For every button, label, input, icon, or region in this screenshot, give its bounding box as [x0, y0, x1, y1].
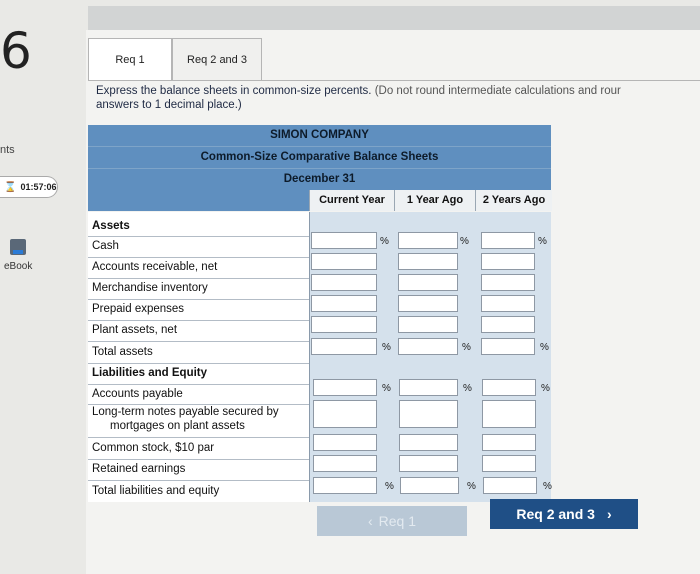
pct-sign: % — [540, 342, 549, 353]
row-common-stock: Common stock, $10 par — [92, 442, 215, 454]
row-divider — [88, 404, 309, 405]
col-2-years-ago: 2 Years Ago — [475, 190, 552, 211]
pct-sign: % — [541, 383, 550, 394]
prev-req-label: Req 1 — [378, 513, 417, 529]
input-ap-current[interactable] — [313, 379, 377, 396]
ebook-icon[interactable] — [10, 239, 26, 255]
row-divider — [88, 320, 309, 321]
row-divider — [88, 384, 309, 385]
next-req-label: Req 2 and 3 — [516, 506, 595, 522]
pct-sign: % — [467, 481, 476, 492]
input-ar-current[interactable] — [311, 253, 377, 270]
pct-sign: % — [385, 481, 394, 492]
input-ar-1y[interactable] — [398, 253, 458, 270]
instructions-main: Express the balance sheets in common-size percents. — [96, 85, 372, 97]
input-ap-1y[interactable] — [399, 379, 458, 396]
row-long-term-notes-cont: mortgages on plant assets — [110, 420, 245, 432]
table-header — [88, 125, 551, 191]
chevron-left-icon: ‹ — [367, 513, 373, 529]
next-req-button[interactable] — [490, 499, 638, 529]
header-spacer — [88, 190, 309, 211]
input-prepaid-2y[interactable] — [481, 295, 535, 312]
input-notes-current[interactable] — [313, 400, 377, 428]
row-cash: Cash — [92, 240, 119, 252]
instructions — [96, 84, 700, 112]
row-liabilities-equity: Liabilities and Equity — [92, 367, 208, 379]
row-retained-earnings: Retained earnings — [92, 463, 186, 475]
tab-divider — [88, 80, 700, 81]
instructions-line2: answers to 1 decimal place.) — [96, 99, 242, 111]
row-accounts-payable: Accounts payable — [92, 388, 183, 400]
ebook-label[interactable]: eBook — [4, 261, 33, 272]
row-divider — [88, 236, 309, 237]
instructions-note: (Do not round intermediate calculations and rour — [374, 85, 621, 97]
clock-icon: ⌛ — [4, 181, 17, 193]
tab-req-1[interactable]: Req 1 — [88, 38, 172, 80]
input-total-le-1y[interactable] — [400, 477, 459, 494]
input-total-le-2y[interactable] — [483, 477, 537, 494]
pct-sign: % — [543, 481, 552, 492]
row-total-liabilities-equity: Total liabilities and equity — [92, 485, 220, 497]
statement-date: December 31 — [88, 169, 551, 191]
pct-sign: % — [538, 236, 547, 247]
statement-title: Common-Size Comparative Balance Sheets — [88, 147, 551, 169]
timer[interactable] — [0, 176, 58, 198]
timer-value: 01:57:06 — [20, 182, 57, 192]
top-band — [88, 6, 700, 30]
row-divider — [88, 257, 309, 258]
input-re-current[interactable] — [313, 455, 377, 472]
input-ar-2y[interactable] — [481, 253, 535, 270]
points-label: nts — [0, 144, 15, 156]
row-divider — [88, 363, 309, 364]
input-total-le-current[interactable] — [313, 477, 377, 494]
pct-sign: % — [460, 236, 469, 247]
pct-sign: % — [380, 236, 389, 247]
input-inventory-2y[interactable] — [481, 274, 535, 291]
row-divider — [88, 459, 309, 460]
row-assets: Assets — [92, 220, 130, 232]
col-1-year-ago: 1 Year Ago — [394, 190, 475, 211]
input-re-2y[interactable] — [482, 455, 536, 472]
row-divider — [88, 299, 309, 300]
chevron-right-icon: › — [606, 506, 612, 522]
row-plant-assets: Plant assets, net — [92, 324, 178, 336]
row-accounts-receivable: Accounts receivable, net — [92, 261, 218, 273]
input-plant-1y[interactable] — [398, 316, 458, 333]
row-divider — [88, 341, 309, 342]
row-long-term-notes: Long-term notes payable secured by — [92, 406, 279, 418]
input-cash-1y[interactable] — [398, 232, 458, 249]
row-prepaid-expenses: Prepaid expenses — [92, 303, 185, 315]
row-divider — [88, 437, 309, 438]
pct-sign: % — [382, 342, 391, 353]
input-stock-current[interactable] — [313, 434, 377, 451]
pct-sign: % — [463, 383, 472, 394]
input-cash-2y[interactable] — [481, 232, 535, 249]
input-inventory-1y[interactable] — [398, 274, 458, 291]
input-plant-current[interactable] — [311, 316, 377, 333]
pct-sign: % — [462, 342, 471, 353]
row-total-assets: Total assets — [92, 346, 153, 358]
row-divider — [88, 278, 309, 279]
input-prepaid-1y[interactable] — [398, 295, 458, 312]
prev-req-button[interactable] — [317, 506, 467, 536]
input-total-assets-2y[interactable] — [481, 338, 535, 355]
input-notes-2y[interactable] — [482, 400, 536, 428]
input-prepaid-current[interactable] — [311, 295, 377, 312]
input-stock-1y[interactable] — [399, 434, 458, 451]
pct-sign: % — [382, 383, 391, 394]
col-current-year: Current Year — [309, 190, 394, 211]
row-divider — [88, 480, 309, 481]
tab-req-2-and-3[interactable]: Req 2 and 3 — [172, 38, 262, 80]
input-total-assets-1y[interactable] — [398, 338, 458, 355]
input-stock-2y[interactable] — [482, 434, 536, 451]
input-notes-1y[interactable] — [399, 400, 458, 428]
input-re-1y[interactable] — [399, 455, 458, 472]
input-ap-2y[interactable] — [482, 379, 536, 396]
input-cash-current[interactable] — [311, 232, 377, 249]
company-name: SIMON COMPANY — [88, 125, 551, 147]
question-number: 6 — [0, 22, 32, 80]
input-inventory-current[interactable] — [311, 274, 377, 291]
input-plant-2y[interactable] — [481, 316, 535, 333]
row-merchandise-inventory: Merchandise inventory — [92, 282, 208, 294]
input-total-assets-current[interactable] — [311, 338, 377, 355]
